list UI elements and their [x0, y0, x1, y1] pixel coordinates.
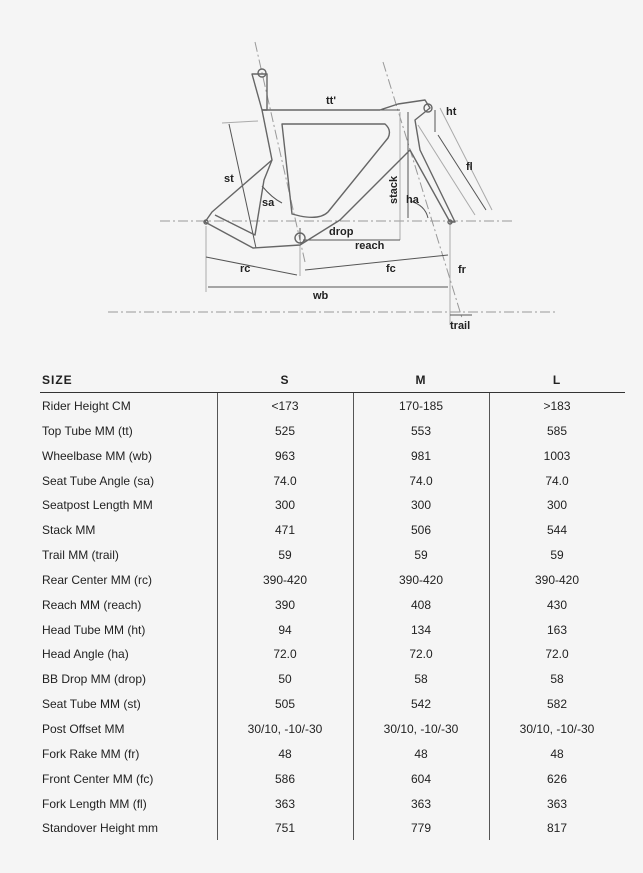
cell-m: 300	[410, 498, 432, 513]
cell-m: 779	[410, 821, 432, 836]
cell-m: 72.0	[409, 647, 433, 662]
cell-s: 300	[274, 498, 296, 513]
cell-s: 471	[274, 523, 296, 538]
header-m: M	[415, 373, 427, 387]
table-row	[40, 815, 625, 840]
table-row	[40, 542, 625, 567]
cell-m: 553	[410, 423, 432, 438]
cell-m: 59	[414, 548, 428, 563]
cell-m: 170-185	[398, 399, 444, 413]
diagram-label-st: st	[224, 173, 234, 185]
cell-l: 817	[546, 821, 568, 836]
cell-l: 72.0	[545, 647, 569, 662]
cell-s: <173	[271, 399, 299, 413]
cell-l: 300	[546, 498, 568, 513]
cell-s: 30/10, -10/-30	[247, 721, 323, 736]
diagram-label-stack: stack	[388, 175, 400, 204]
cell-l: 363	[546, 796, 568, 811]
cell-l: 59	[550, 548, 564, 563]
cell-s: 94	[278, 622, 292, 637]
cell-s: 586	[274, 771, 296, 786]
diagram-label-reach: reach	[355, 240, 385, 252]
table-row	[40, 418, 625, 443]
cell-s: 390-420	[262, 572, 308, 587]
cell-l: 585	[546, 423, 568, 438]
cell-s: 50	[278, 672, 292, 687]
row-label: Rear Center MM (rc)	[42, 572, 153, 587]
cell-s: 59	[278, 548, 292, 563]
cell-l: 430	[546, 597, 568, 612]
cell-m: 58	[414, 672, 428, 687]
cell-l: 74.0	[545, 473, 569, 488]
cell-s: 363	[274, 796, 296, 811]
row-label: Wheelbase MM (wb)	[42, 448, 153, 463]
table-header	[40, 368, 625, 393]
diagram-label-fl: fl	[466, 161, 473, 173]
header-s: S	[280, 373, 290, 387]
cell-l: 48	[550, 746, 564, 761]
table-row	[40, 517, 625, 542]
row-label: Seat Tube MM (st)	[42, 697, 141, 712]
diagram-label-fc: fc	[386, 263, 396, 275]
cell-s: 505	[274, 697, 296, 712]
cell-s: 751	[274, 821, 296, 836]
cell-m: 134	[410, 622, 432, 637]
row-label: Top Tube MM (tt)	[42, 423, 133, 438]
table-row	[40, 791, 625, 816]
diagram-label-sa: sa	[262, 197, 275, 209]
row-label: BB Drop MM (drop)	[42, 672, 147, 687]
row-label: Head Tube MM (ht)	[42, 622, 146, 637]
diagram-label-fr: fr	[458, 264, 466, 276]
cell-s: 72.0	[273, 647, 297, 662]
table-row	[40, 567, 625, 592]
table-row	[40, 617, 625, 642]
cell-l: 58	[550, 672, 564, 687]
row-label: Rider Height CM	[42, 399, 131, 413]
row-label: Stack MM	[42, 523, 96, 538]
row-label: Seatpost Length MM	[42, 498, 153, 513]
table-row	[40, 666, 625, 691]
diagram-label-rc: rc	[240, 263, 251, 275]
table-row	[40, 641, 625, 666]
table-row	[40, 492, 625, 517]
table-row	[40, 443, 625, 468]
cell-l: 582	[546, 697, 568, 712]
table-row	[40, 716, 625, 741]
diagram-label-ha: ha	[406, 194, 419, 206]
cell-l: 30/10, -10/-30	[519, 721, 595, 736]
cell-l: 163	[546, 622, 568, 637]
row-label: Seat Tube Angle (sa)	[42, 473, 155, 488]
diagram-label-drop: drop	[329, 226, 354, 238]
cell-m: 981	[410, 448, 432, 463]
table-row	[40, 393, 625, 418]
cell-m: 363	[410, 796, 432, 811]
cell-m: 408	[410, 597, 432, 612]
row-label: Fork Length MM (fl)	[42, 796, 147, 811]
row-label: Trail MM (trail)	[42, 548, 119, 563]
cell-m: 30/10, -10/-30	[383, 721, 459, 736]
row-label: Reach MM (reach)	[42, 597, 142, 612]
geometry-table	[40, 368, 625, 840]
cell-s: 963	[274, 448, 296, 463]
cell-l: 390-420	[534, 572, 580, 587]
diagram-label-tt: tt'	[326, 95, 336, 107]
cell-s: 525	[274, 423, 296, 438]
row-label: Fork Rake MM (fr)	[42, 746, 140, 761]
cell-m: 48	[414, 746, 428, 761]
cell-s: 48	[278, 746, 292, 761]
table-row	[40, 468, 625, 493]
cell-m: 506	[410, 523, 432, 538]
cell-l: 626	[546, 771, 568, 786]
table-body	[40, 393, 625, 840]
cell-l: 1003	[543, 448, 571, 463]
diagram-label-wb: wb	[313, 290, 329, 302]
header-size: SIZE	[42, 373, 73, 387]
table-row	[40, 592, 625, 617]
frame-geometry-diagram	[0, 0, 643, 345]
header-l: L	[552, 373, 562, 387]
cell-m: 542	[410, 697, 432, 712]
row-label: Head Angle (ha)	[42, 647, 129, 662]
cell-s: 390	[274, 597, 296, 612]
cell-m: 604	[410, 771, 432, 786]
table-row	[40, 691, 625, 716]
table-row	[40, 766, 625, 791]
diagram-label-ht: ht	[446, 106, 457, 118]
row-label: Post Offset MM	[42, 721, 125, 736]
row-label: Standover Height mm	[42, 821, 159, 836]
cell-l: >183	[543, 399, 571, 413]
cell-m: 390-420	[398, 572, 444, 587]
diagram-label-trail: trail	[450, 320, 471, 332]
cell-m: 74.0	[409, 473, 433, 488]
table-row	[40, 741, 625, 766]
cell-l: 544	[546, 523, 568, 538]
cell-s: 74.0	[273, 473, 297, 488]
row-label: Front Center MM (fc)	[42, 771, 154, 786]
